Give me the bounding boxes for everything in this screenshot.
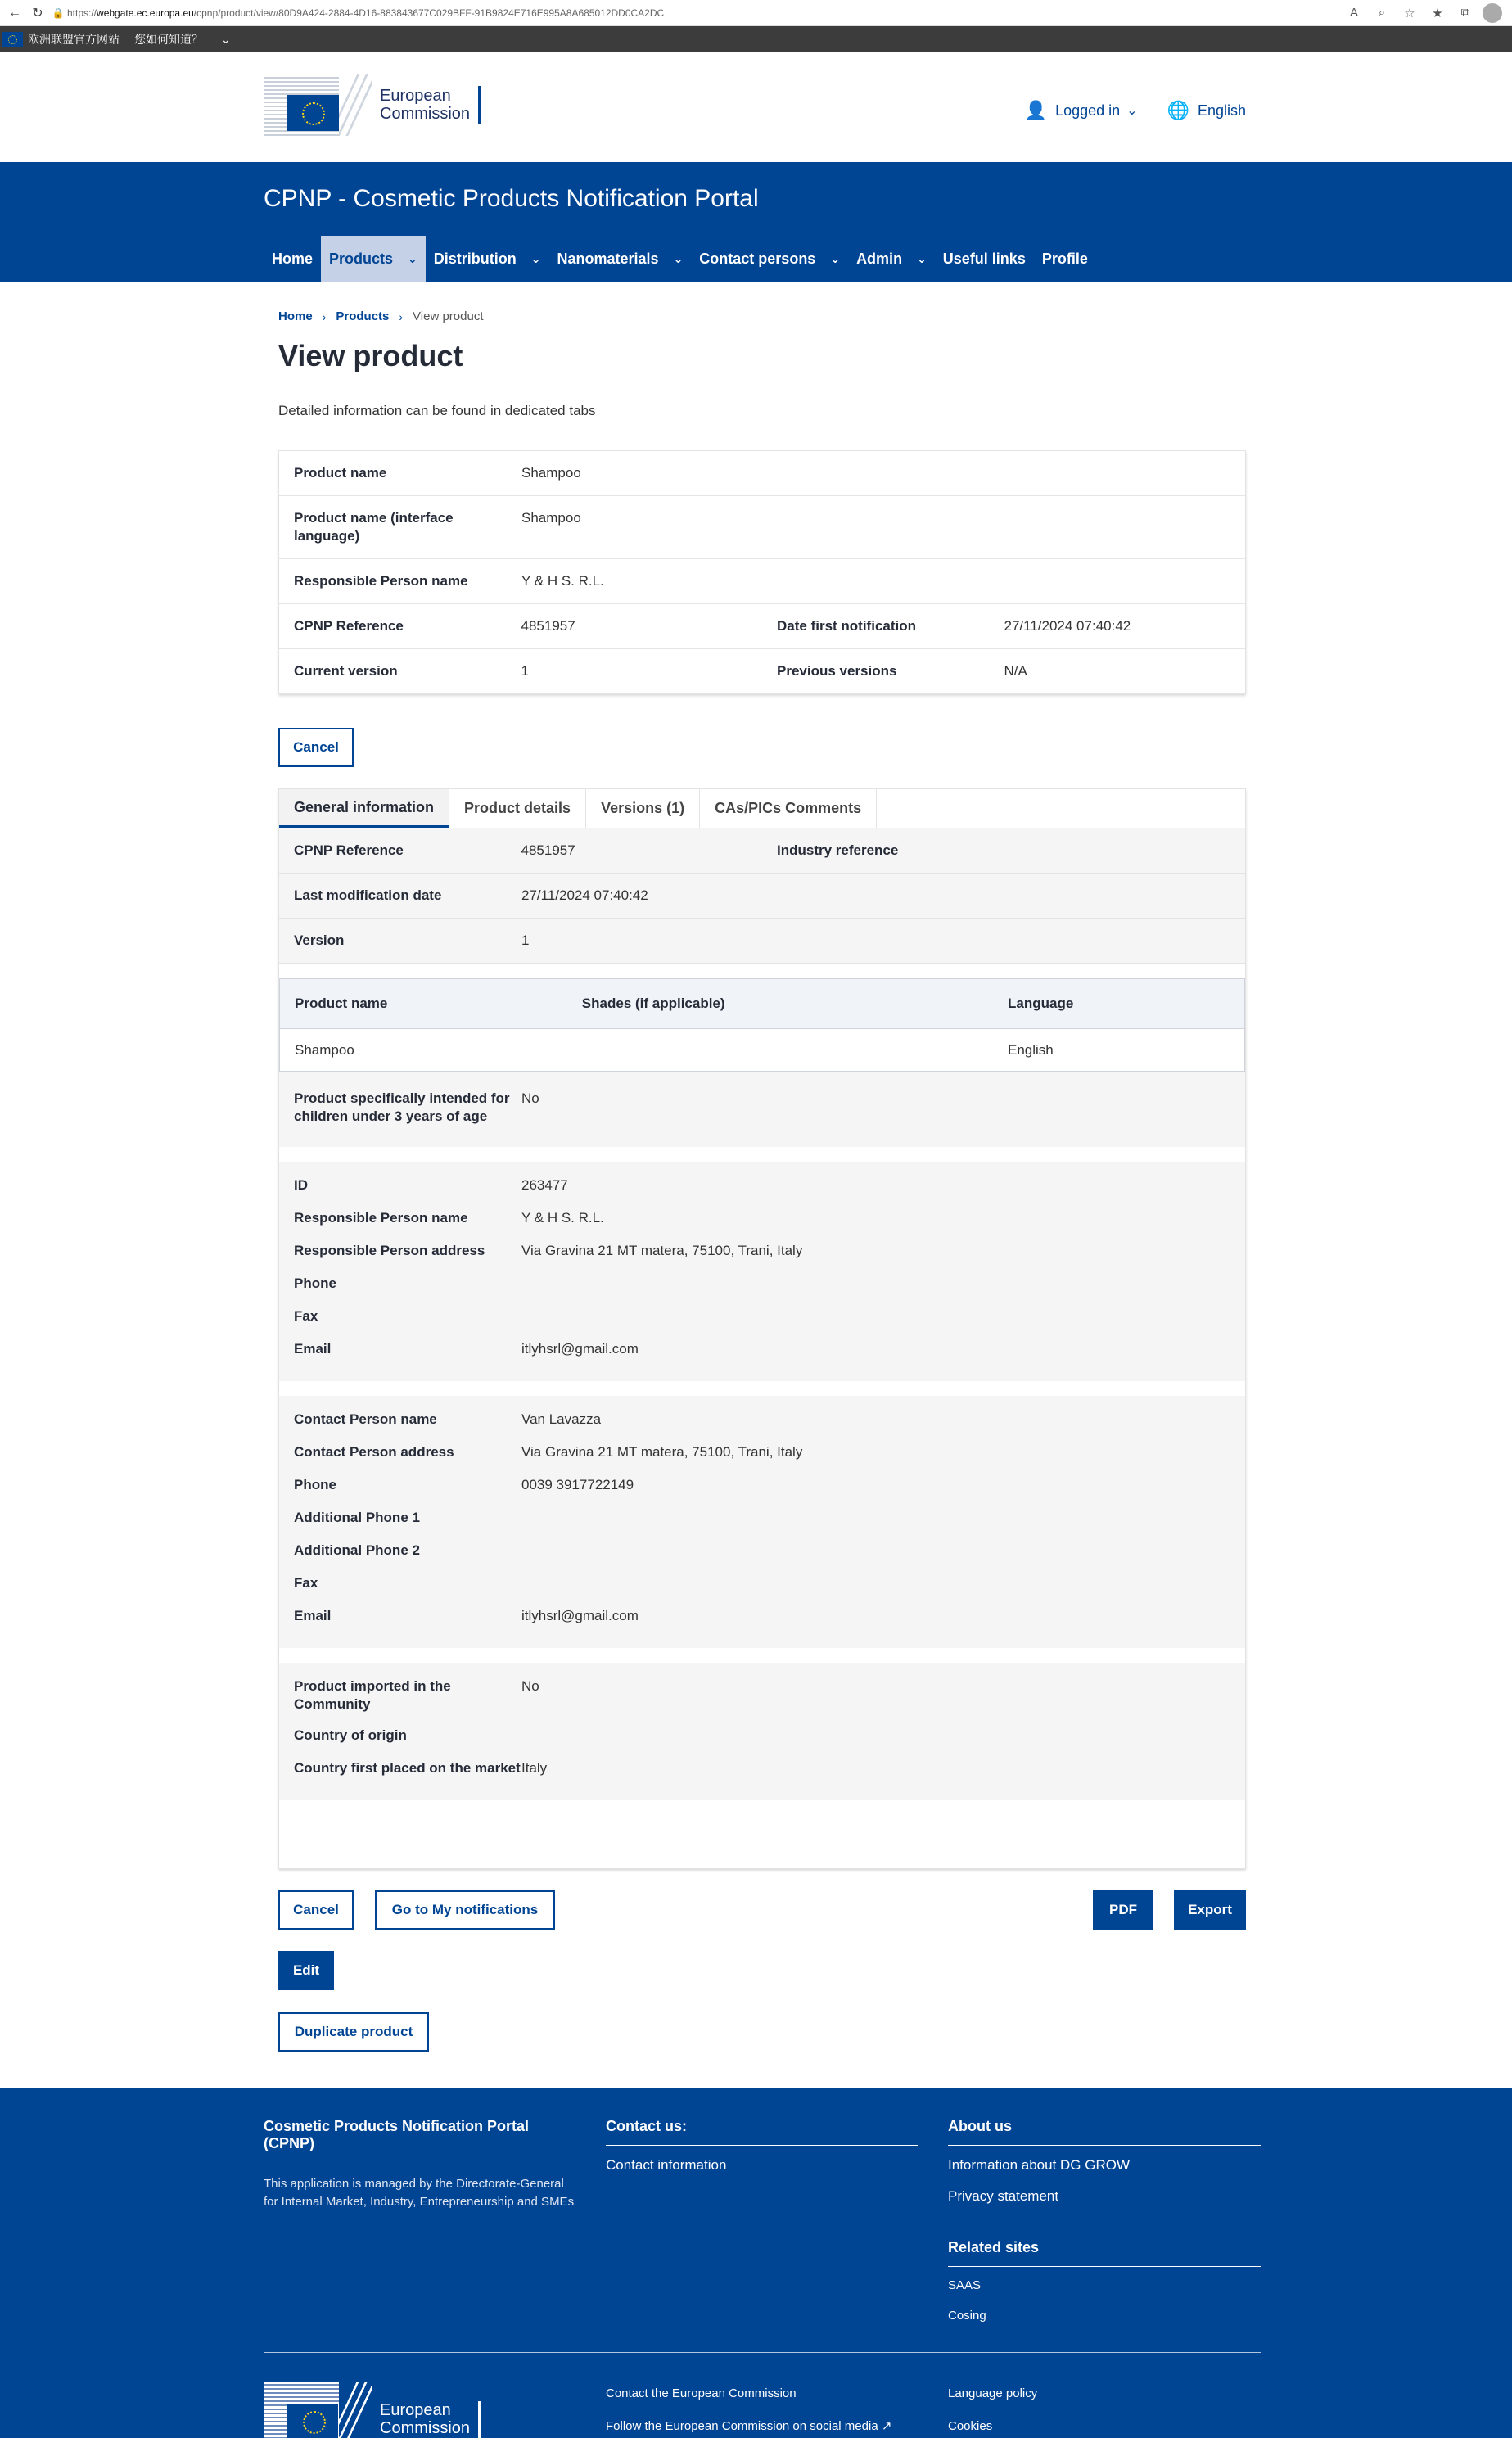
cpnp-ref-value: 4851957 <box>521 618 575 634</box>
footer-cookies-link[interactable]: Cookies <box>948 2419 993 2433</box>
footer-social-link[interactable]: Follow the European Commission on social media ↗ <box>606 2419 892 2433</box>
main-navigation <box>264 236 1096 282</box>
rp-name-value: Y & H S. R.L. <box>521 573 604 589</box>
nav-products[interactable]: Products ⌄ <box>321 236 426 282</box>
breadcrumb <box>278 309 484 323</box>
footer-saas-link[interactable]: SAAS <box>948 2278 982 2292</box>
tab-product-details[interactable]: Product details <box>449 789 586 828</box>
chevron-right-icon: › <box>322 309 327 323</box>
user-icon: 👤 <box>1024 100 1048 120</box>
nav-profile[interactable]: Profile <box>1041 250 1088 267</box>
ec-logo-building <box>264 74 339 136</box>
lock-icon[interactable]: 🔒 <box>52 7 65 19</box>
footer-privacy-link[interactable]: Privacy statement <box>948 2188 1059 2204</box>
children-section: Product specifically intended for children under 3 years of age No <box>279 1072 1245 1147</box>
summary-row: Product name Shampoo <box>279 451 1245 496</box>
breadcrumb-home[interactable]: Home <box>278 309 313 323</box>
tab-bar <box>279 789 1245 828</box>
address-bar[interactable]: https://webgate.ec.europa.eu/cpnp/product/view/80D9A424-2884-4D16-883843677C029BFF-91B9824E716E995A8A685012DD0CA2DC <box>67 7 665 19</box>
general-cpnp-ref-value: 4851957 <box>521 842 575 858</box>
footer-contact-ec-link[interactable]: Contact the European Commission <box>606 2386 797 2400</box>
responsible-person-section: ID 263477 Responsible Person name Y & H S. R.L. Responsible Person address Via Gravina 21 MT matera, 75100, Trani, Italy Phone Fax Email itlyhsrl@gmail.com <box>279 1162 1245 1381</box>
browser-toolbar <box>0 0 1512 26</box>
product-name-value: Shampoo <box>521 465 581 481</box>
official-site-label: 欧洲联盟官方网站 <box>28 33 120 46</box>
product-summary-card <box>278 450 1246 694</box>
cancel-button-top[interactable]: Cancel <box>278 728 354 767</box>
previous-versions-value: N/A <box>1004 663 1027 679</box>
eu-flag-icon <box>287 2403 339 2438</box>
favorites-list-icon[interactable]: ★ <box>1432 6 1443 20</box>
site-footer: Cosmetic Products Notification Portal (CPNP) This application is managed by the Directorate-General for Internal Market, Industry, Entrepreneurship and SMEs Contact us: Contact information About us Information about DG GROW Privacy statement Related sites SAAS Cosing European Commission Contact the European Commission Follow the European Commission on social media ↗ Language policy Cookies <box>0 2088 1512 2438</box>
tab-comments[interactable]: CAs/PICs Comments <box>700 789 877 828</box>
eu-official-strip <box>0 26 1512 52</box>
table-header: Product name Shades (if applicable) Language <box>279 978 1245 1029</box>
how-to-know-link[interactable]: 您如何知道？ ⌄ <box>134 33 231 46</box>
pdf-button[interactable]: PDF <box>1093 1890 1153 1930</box>
date-first-value: 27/11/2024 07:40:42 <box>1004 618 1131 634</box>
table-row: Shampoo English <box>279 1029 1245 1072</box>
chevron-down-icon: ⌄ <box>917 251 927 265</box>
general-info-block: CPNP Reference 4851957 Industry reference Last modification date 27/11/2024 07:40:42 Version 1 <box>279 828 1245 964</box>
last-mod-value: 27/11/2024 07:40:42 <box>521 887 648 903</box>
origin-section: Product imported in the Community No Country of origin Country first placed on the market Italy <box>279 1663 1245 1800</box>
site-title: CPNP - Cosmetic Products Notification Portal <box>264 185 759 212</box>
chevron-down-icon: ⌄ <box>673 251 684 265</box>
summary-row: Current version 1 Previous versions N/A <box>279 649 1245 693</box>
edit-button[interactable]: Edit <box>278 1951 334 1990</box>
footer-contact-info-link[interactable]: Contact information <box>606 2157 727 2173</box>
footer-cosing-link[interactable]: Cosing <box>948 2309 986 2323</box>
footer-portal-title: Cosmetic Products Notification Portal (CPNP) <box>264 2118 530 2151</box>
footer-portal-desc: This application is managed by the Directorate-General for Internal Market, Industry, Entrepreneurship and SMEs <box>264 2177 575 2209</box>
contact-person-section: Contact Person name Van Lavazza Contact Person address Via Gravina 21 MT matera, 75100, Trani, Italy Phone 0039 3917722149 Additional Phone 1 Additional Phone 2 Fax Email itlyhsrl@gmail.com <box>279 1396 1245 1648</box>
login-menu[interactable]: 👤 Logged in ⌄ <box>1024 100 1138 120</box>
favorite-icon[interactable]: ☆ <box>1404 6 1415 20</box>
chevron-right-icon: › <box>399 309 404 323</box>
product-tabs-panel <box>278 788 1246 1869</box>
page-intro: Detailed information can be found in dedicated tabs <box>278 403 596 418</box>
export-button[interactable]: Export <box>1174 1890 1246 1930</box>
cp-email-value: itlyhsrl@gmail.com <box>521 1608 639 1623</box>
children-value: No <box>521 1090 539 1106</box>
external-link-icon: ↗ <box>881 2419 892 2433</box>
nav-admin[interactable]: Admin ⌄ <box>856 250 927 267</box>
breadcrumb-products[interactable]: Products <box>336 309 390 323</box>
rp-email-value: itlyhsrl@gmail.com <box>521 1341 639 1357</box>
site-banner <box>0 162 1512 282</box>
nav-distribution[interactable]: Distribution ⌄ <box>433 250 541 267</box>
product-names-table <box>279 978 1245 1072</box>
cancel-button[interactable]: Cancel <box>278 1890 354 1930</box>
collections-icon[interactable]: ⧉ <box>1460 6 1470 20</box>
tab-versions[interactable]: Versions (1) <box>586 789 700 828</box>
footer-ec-logo[interactable]: European Commission <box>264 2382 481 2438</box>
chevron-down-icon: ⌄ <box>408 251 417 265</box>
site-header <box>0 52 1512 162</box>
eu-flag-icon <box>287 95 339 131</box>
nav-useful-links[interactable]: Useful links <box>942 250 1026 267</box>
ec-logo[interactable]: European Commission <box>264 74 481 136</box>
globe-icon: 🌐 <box>1167 100 1189 120</box>
nav-contact-persons[interactable]: Contact persons ⌄ <box>699 250 841 267</box>
nav-home[interactable]: Home <box>272 250 314 267</box>
eu-flag-icon <box>2 32 23 47</box>
tab-general-information[interactable]: General information <box>279 789 449 828</box>
version-value: 1 <box>521 932 530 948</box>
footer-about-dg-grow-link[interactable]: Information about DG GROW <box>948 2157 1131 2173</box>
summary-row: Product name (interface language) Shampoo <box>279 496 1245 559</box>
chevron-down-icon: ⌄ <box>220 33 231 46</box>
summary-row: Responsible Person name Y & H S. R.L. <box>279 559 1245 604</box>
footer-language-policy-link[interactable]: Language policy <box>948 2386 1038 2400</box>
zoom-icon[interactable]: ⌕ <box>1378 6 1386 20</box>
back-icon[interactable]: ← <box>8 5 21 20</box>
language-selector[interactable]: 🌐 English <box>1167 100 1246 120</box>
chevron-down-icon: ⌄ <box>530 251 541 265</box>
page-title: View product <box>278 339 463 372</box>
profile-avatar[interactable] <box>1483 3 1502 23</box>
chevron-down-icon: ⌄ <box>830 251 841 265</box>
read-aloud-icon[interactable]: A <box>1349 6 1358 20</box>
product-name-iface-value: Shampoo <box>521 510 581 526</box>
current-version-value: 1 <box>521 663 529 679</box>
breadcrumb-current: View product <box>413 309 484 323</box>
reload-icon[interactable]: ↻ <box>32 6 43 20</box>
summary-row: CPNP Reference 4851957 Date first notification 27/11/2024 07:40:42 <box>279 604 1245 649</box>
chevron-down-icon: ⌄ <box>1126 104 1138 118</box>
nav-nanomaterials[interactable]: Nanomaterials ⌄ <box>557 250 684 267</box>
duplicate-product-button[interactable]: Duplicate product <box>278 2012 429 2052</box>
go-to-notifications-button[interactable]: Go to My notifications <box>375 1890 555 1930</box>
